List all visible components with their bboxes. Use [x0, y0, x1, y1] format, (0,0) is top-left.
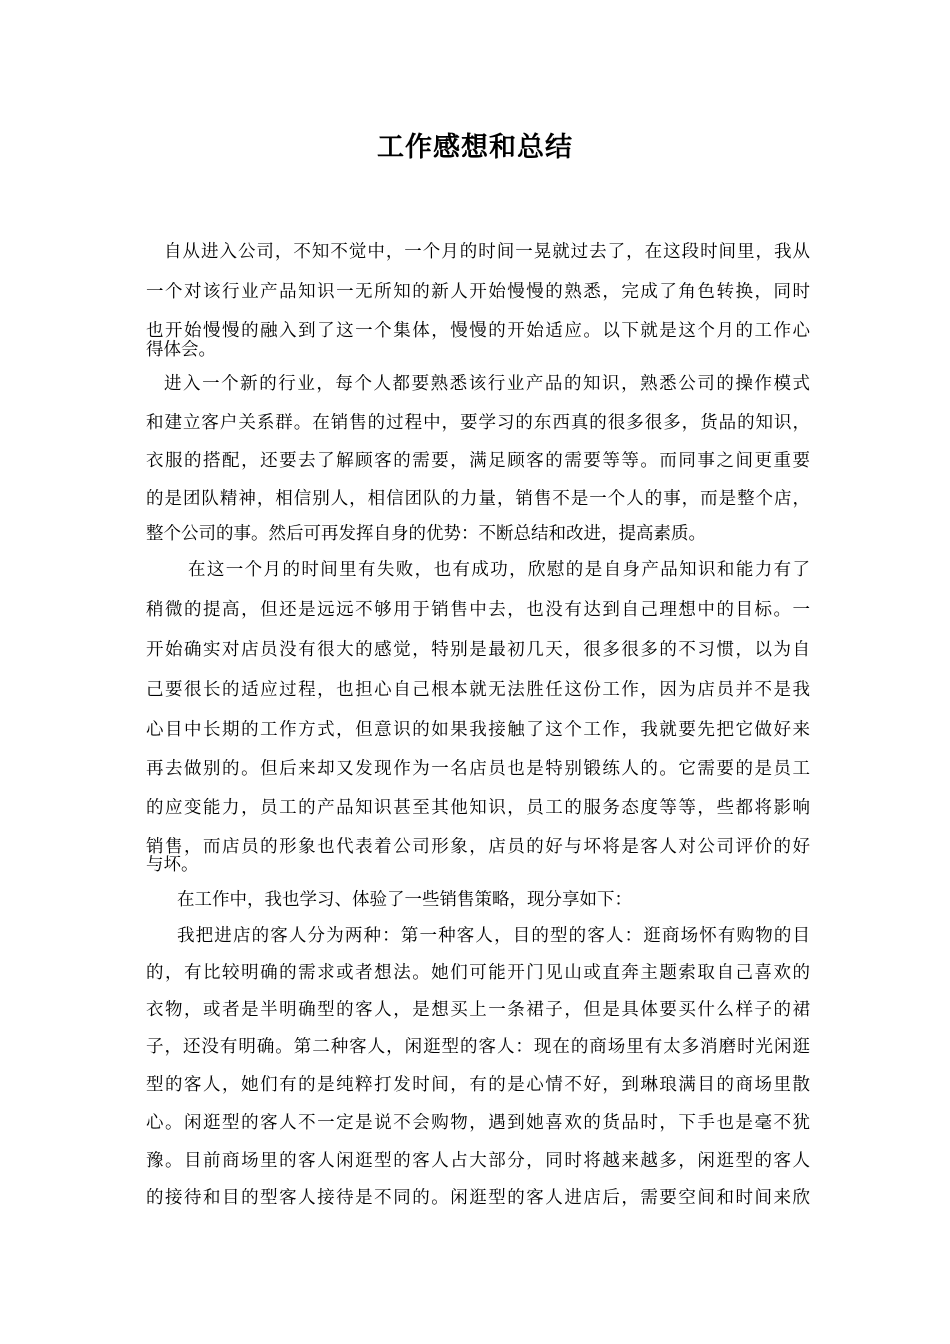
text-line: 一个对该行业产品知识一无所知的新人开始慢慢的熟悉，完成了角色转换，同时 — [146, 282, 810, 302]
text-line: 再去做别的。但后来却又发现作为一名店员也是特别锻练人的。它需要的是员工 — [146, 759, 810, 779]
text-line: 豫。目前商场里的客人闲逛型的客人占大部分，同时将越来越多，闲逛型的客人 — [146, 1151, 810, 1171]
text-line: 整个公司的事。然后可再发挥自身的优势：不断总结和改进，提高素质。 — [146, 524, 706, 544]
text-line: 心。闲逛型的客人不一定是说不会购物，遇到她喜欢的货品时，下手也是毫不犹 — [146, 1113, 810, 1133]
text-line: 开始确实对店员没有很大的感觉，特别是最初几天，很多很多的不习惯，以为自 — [146, 640, 810, 660]
text-line: 销售，而店员的形象也代表着公司形象，店员的好与坏将是客人对公司评价的好 — [146, 837, 810, 857]
text-line: 在这一个月的时间里有失败，也有成功，欣慰的是自身产品知识和能力有了 — [188, 560, 810, 580]
document-title: 工作感想和总结 — [377, 132, 573, 163]
text-line: 心目中长期的工作方式，但意识的如果我接触了这个工作，我就要先把它做好来 — [146, 720, 810, 740]
text-line: 的是团队精神，相信别人，相信团队的力量，销售不是一个人的事，而是整个店， — [146, 489, 810, 509]
text-line: 衣服的搭配，还要去了解顾客的需要，满足顾客的需要等等。而同事之间更重要 — [146, 451, 810, 471]
text-line: 的接待和目的型客人接待是不同的。闲逛型的客人进店后，需要空间和时间来欣 — [146, 1188, 810, 1208]
text-line: 在工作中，我也学习、体验了一些销售策略，现分享如下： — [177, 890, 632, 910]
text-line: 我把进店的客人分为两种：第一种客人，目的型的客人：逛商场怀有购物的目 — [177, 926, 810, 946]
text-line: 和建立客户关系群。在销售的过程中，要学习的东西真的很多很多，货品的知识， — [146, 413, 810, 433]
text-line: 的应变能力，员工的产品知识甚至其他知识，员工的服务态度等等，些都将影响 — [146, 798, 810, 818]
text-line: 与坏。 — [146, 855, 199, 875]
text-line: 自从进入公司，不知不觉中，一个月的时间一晃就过去了，在这段时间里，我从 — [164, 242, 810, 262]
text-line: 衣物，或者是半明确型的客人，是想买上一条裙子，但是具体要买什么样子的裙 — [146, 1000, 810, 1020]
text-line: 己要很长的适应过程，也担心自己根本就无法胜任这份工作，因为店员并不是我 — [146, 680, 810, 700]
text-line: 型的客人，她们有的是纯粹打发时间，有的是心情不好，到琳琅满目的商场里散 — [146, 1075, 810, 1095]
text-line: 进入一个新的行业，每个人都要熟悉该行业产品的知识，熟悉公司的操作模式 — [164, 374, 810, 394]
text-line: 子，还没有明确。第二种客人，闲逛型的客人：现在的商场里有太多消磨时光闲逛 — [146, 1037, 810, 1057]
text-line: 稍微的提高，但还是远远不够用于销售中去，也没有达到自己理想中的目标。一 — [146, 600, 810, 620]
text-line: 也开始慢慢的融入到了这一个集体，慢慢的开始适应。以下就是这个月的工作心 — [146, 321, 810, 341]
text-line: 的，有比较明确的需求或者想法。她们可能开门见山或直奔主题索取自己喜欢的 — [146, 963, 810, 983]
text-line: 得体会。 — [146, 340, 216, 360]
